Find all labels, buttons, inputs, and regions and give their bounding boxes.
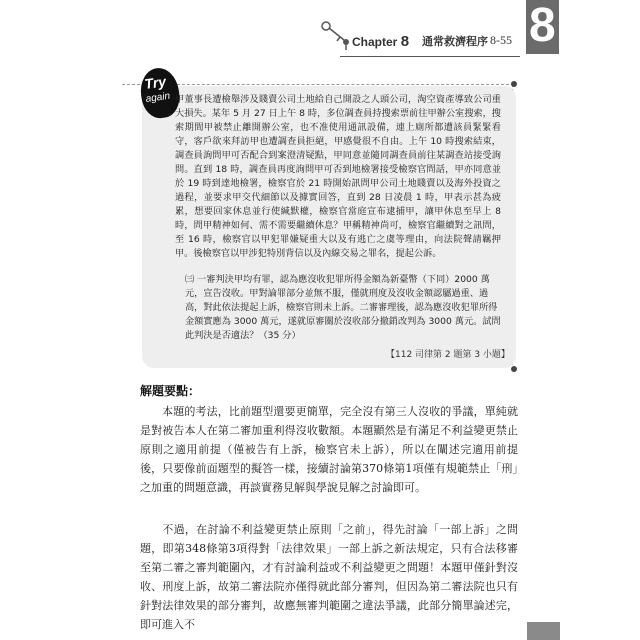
question-body: 甲董事長遭檢舉涉及賤賣公司土地給自己開設之人頭公司，淘空資產導致公司重大損失。某年 5 月 27 日上午 8 時，多位調查員持搜索票前往甲辦公室搜索，搜索期間甲被禁止離開辦公室，也不准使用通訊設備，連上廁所都遭該員緊緊看守，客戶欲來拜訪甲也遭調查員拒絕，甲感覺很不自由。上午 10 時搜索結束，調查員詢問甲可否配合到案澄清疑點，甲同意並隨同調查員前往某調查站接受詢問。直到 18 時，調查員再度詢問甲可否到地檢署接受檢察官問話，甲亦同意並於 19 時到達地檢署，檢察官於 21 時開始訊問甲公司土地賤賣以及海外投資之過程，並要求甲交代細節以及據實回答，直到 28 日凌晨 1 時，甲表示甚為疲累，想要回家休息並行使緘默權，檢察官當庭宣布逮捕甲，讓甲休息至早上 8 時，問甲精神如何、需不需要繼續休息？甲稱精神尚可，檢察官繼續對之訊問，至 16 時，檢察官以甲犯罪嫌疑重大以及有逃亡之虞等理由，向法院聲請羈押甲。後檢察官以甲涉犯特別背信以及內線交易之罪名，提起公訴。 [175, 94, 501, 259]
question-source: 【112 司律第 2 題第 3 小題】 [386, 350, 510, 360]
badge-line2: again [145, 90, 171, 105]
solution-paragraph-2-text: 不過，在討論不利益變更禁止原則「之前」，得先討論「一部上訴」之問題，即第348條第3項得對「法律效果」一部上訴之新法規定，只有合法移審至第二審之審判範圍內，才有討論利益或不利益變更之問題！本題甲僅針對沒收、刑度上訴，故第二審法院亦僅得就此部分審判，但因為第二審法院也只有針對法律效果的部分審判，故應無審判範圍之違法爭議，此部分簡單論述完，即可進入不 [140, 523, 518, 631]
solution-paragraph-1-text: 本題的考法，比前題型還要更簡單，完全沒有第三人沒收的爭議，單純就是對被告本人在第二審加重利得沒收數額。本題顯然是有滿足不利益變更禁止原則之適用前提（僅被告有上訴，檢察官未上訴），所以在闡述完適用前提後，只要像前面題型的擬答一樣，接續討論第370條第1項僅有規範禁止「刑」之加重的問題意識，再談實務見解與學說見解之討論即可。 [140, 405, 518, 494]
solution-paragraph-1 [140, 402, 518, 497]
solution-heading: 解題要點： [140, 384, 201, 398]
header-rule [340, 56, 520, 57]
key-icon [318, 20, 352, 50]
chapter-number: 8 [400, 33, 410, 50]
bottom-side-tab [527, 622, 560, 640]
corner-dot [511, 81, 517, 87]
page-number: 8-55 [490, 33, 512, 47]
chapter-label [352, 33, 409, 50]
question-subitem: ㈢ 一審判決甲均有罪，認為應沒收犯罪所得金額為新臺幣（下同）2000 萬元，宣告沒收。甲對論罪部分並無不服，僅就刑度及沒收金額認屬過重、過高，對此依法提起上訴，檢察官則未上訴。二審審理後，認為應沒收犯罪所得金額實應為 3000 萬元，遂就原審關於沒收部分撤銷改判為 3000 萬元。試問此判決是否適法？（35 分） [185, 274, 501, 341]
chapter-side-tab [526, 0, 559, 54]
side-tab-number: 8 [529, 0, 556, 52]
chapter-title: 通常救濟程序 [422, 35, 488, 48]
solution-paragraph-2 [140, 520, 518, 634]
corner-dot [511, 366, 517, 372]
badge-line1: Try [143, 73, 168, 92]
chapter-label-text: Chapter [352, 35, 398, 49]
